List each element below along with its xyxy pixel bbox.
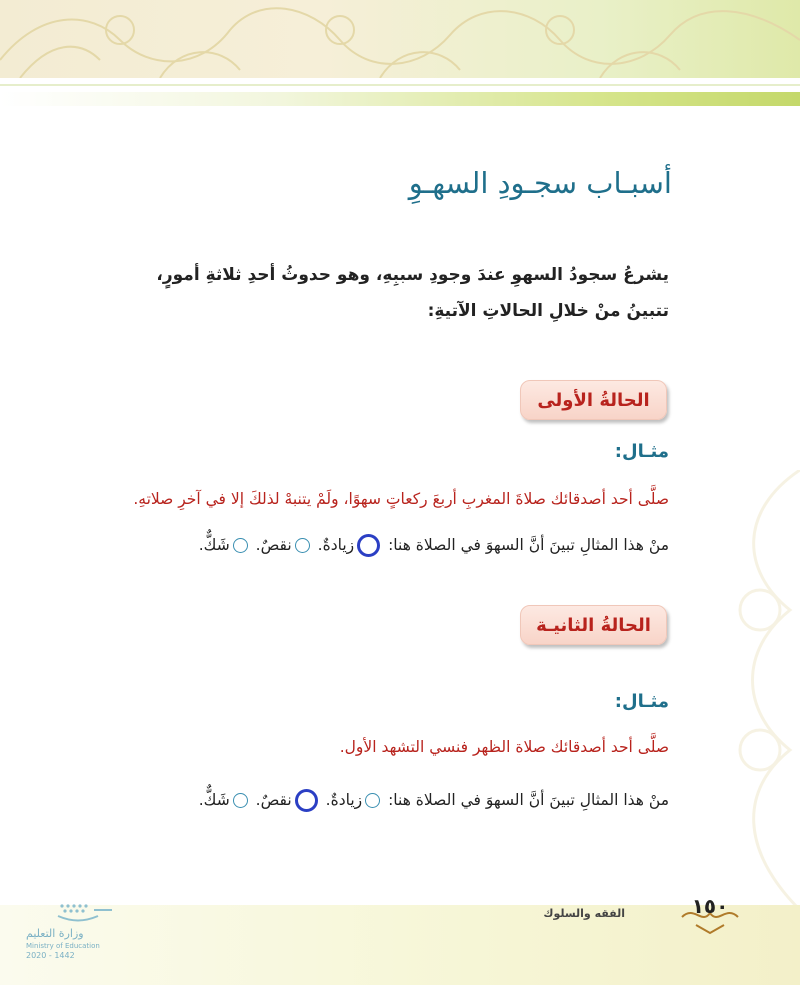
case-1-example-text: صلَّى أحد أصدقائك صلاةَ المغربِ أربعَ ركعاتٍ سهوًا، ولَمْ يتنبهْ لذلكَ إلا في آخرِ صلاتهِ. [133, 490, 669, 508]
side-ornament [680, 470, 800, 910]
case-2-option-radio-decrease[interactable] [295, 789, 318, 812]
page-number: ١٥٠ [691, 894, 729, 918]
case-1-option-radio-doubt[interactable] [233, 538, 248, 553]
case-2-question [99, 789, 669, 812]
case-2-option-radio-doubt[interactable] [233, 793, 248, 808]
case-2-question-prefix: منْ هذا المثالِ تبينَ أنَّ السهوَ في الصلاة هنا: [388, 791, 669, 809]
case-1-option-radio-increase[interactable] [357, 534, 380, 557]
case-2-option-doubt: شَكٌّ. [198, 791, 230, 809]
case-1-heading: الحالةُ الأولى [520, 380, 667, 420]
divider-line [0, 84, 800, 86]
case-1-option-doubt: شَكٌّ. [198, 536, 230, 554]
page-title: أسبـاب سجـودِ السهـوِ [408, 166, 672, 200]
case-2-option-radio-increase[interactable] [365, 793, 380, 808]
case-1-example-label: مثـال: [614, 441, 669, 462]
case-2-option-decrease: نقصٌ. [255, 791, 292, 809]
ministry-year: 2020 - 1442 [26, 951, 75, 960]
case-2-example-label: مثـال: [614, 691, 669, 712]
intro-paragraph: يشرعُ سجودُ السهوِ عندَ وجودِ سببِهِ، وهو حدوثُ أحدِ ثلاثةِ أمورٍ، تتبينُ منْ خلالِ الحالاتِ الآتيةِ: [156, 265, 669, 321]
footer-book-name: الفقه والسلوك [543, 907, 625, 920]
case-1-option-decrease: نقصٌ. [255, 536, 292, 554]
arabesque-ornament [0, 0, 800, 78]
top-ornament-band [0, 0, 800, 78]
case-1-question [99, 534, 669, 557]
case-2-heading: الحالةُ الثانيـة [520, 605, 667, 645]
case-1-option-radio-decrease[interactable] [295, 538, 310, 553]
case-1-option-increase: زيادةٌ. [317, 536, 355, 554]
green-stripe [0, 92, 800, 106]
case-2-option-increase: زيادةٌ. [325, 791, 363, 809]
case-2-example-text: صلَّى أحد أصدقائك صلاة الظهر فنسي التشهد الأول. [339, 738, 669, 756]
ministry-name-en: Ministry of Education [26, 942, 100, 950]
ministry-name-ar: وزارة التعليم [26, 927, 84, 940]
case-1-question-prefix: منْ هذا المثالِ تبينَ أنَّ السهوَ في الصلاة هنا: [388, 536, 669, 554]
